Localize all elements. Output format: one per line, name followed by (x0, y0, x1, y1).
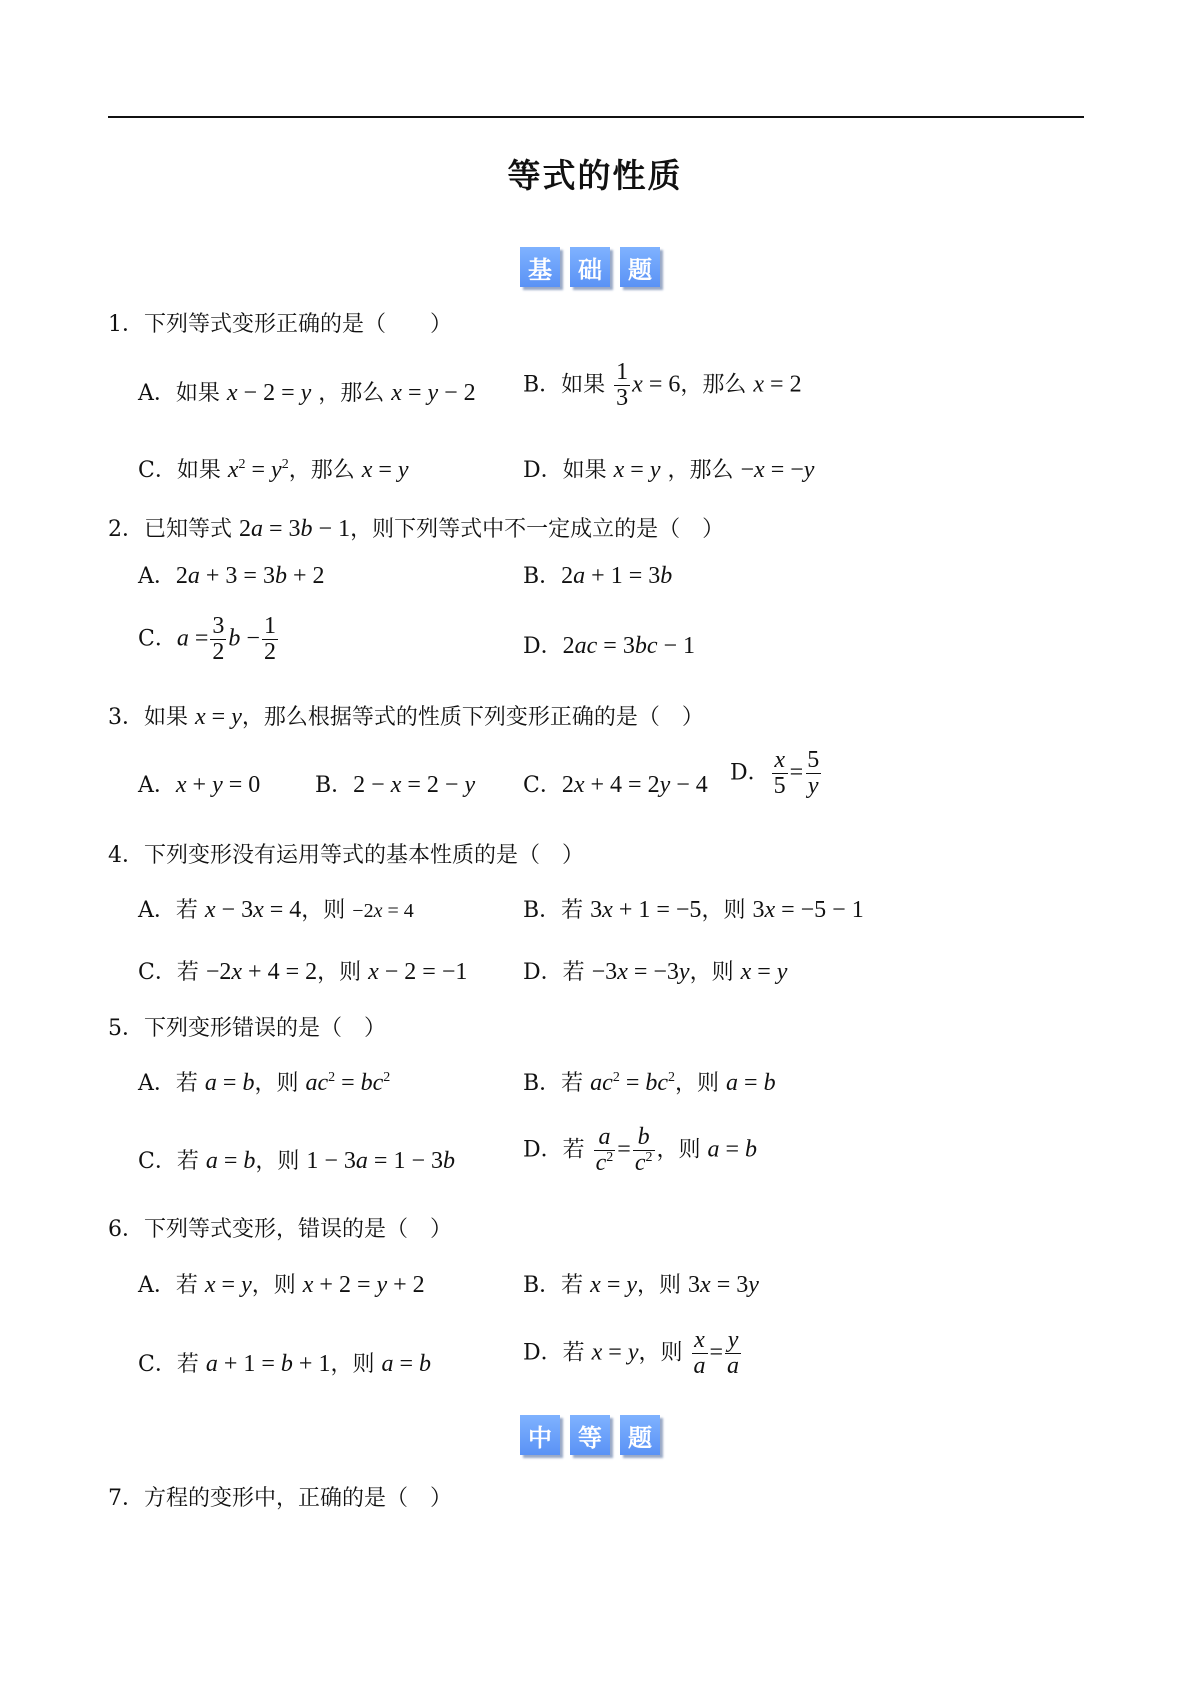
question-6-stem: 6．下列等式变形，错误的是（ ） (108, 1217, 452, 1242)
question-2-option-b: B．2a + 1 = 3b (523, 563, 673, 589)
section-char: 题 (620, 247, 660, 287)
section-char: 等 (570, 1415, 610, 1455)
question-4-option-c: C．若 −2x + 4 = 2，则 x − 2 = −1 (138, 959, 468, 985)
question-3-option-a: A．x + y = 0 (138, 772, 261, 798)
question-2-stem: 2．已知等式 2a = 3b − 1，则下列等式中不一定成立的是（ ） (108, 516, 725, 542)
question-6-option-a: A．若 x = y，则 x + 2 = y + 2 (138, 1272, 425, 1298)
section-char: 基 (520, 247, 560, 287)
question-7-stem: 7．方程的变形中，正确的是（ ） (108, 1486, 452, 1511)
question-1-option-c: C．如果 $x^2 = y^2$，那么 x = y (138, 457, 409, 483)
question-6-option-c: C．若 a + 1 = b + 1，则 a = b (138, 1351, 431, 1377)
question-4-option-d: D．若 −3x = −3y，则 x = y (523, 959, 788, 985)
question-5-option-b: B．若 $ac^2 = bc^2$，则 a = b (523, 1070, 776, 1096)
section-char: 础 (570, 247, 610, 287)
question-5-option-a: A．若 a = b，则 $ac^2 = bc^2$ (138, 1070, 391, 1096)
question-1-option-d: D．如果 x = y ，那么 −x = −y (523, 457, 815, 483)
header-rule (108, 116, 1084, 118)
question-1-option-b: B．如果 $\frac{1}{3}$ x = 6，那么 x = 2 (523, 359, 802, 412)
section-char: 题 (620, 1415, 660, 1455)
section-char: 中 (520, 1415, 560, 1455)
section-basic-badge (520, 247, 660, 287)
question-2-option-d: D．2ac = 3bc − 1 (523, 633, 696, 659)
question-4-option-a: A．若 x − 3x = 4，则 −2x = 4 (138, 897, 414, 923)
question-6-option-b: B．若 x = y，则 3x = 3y (523, 1272, 759, 1298)
question-4-stem: 4．下列变形没有运用等式的基本性质的是（ ） (108, 843, 584, 868)
question-1-stem: 1．下列等式变形正确的是（ ） (108, 312, 452, 337)
question-2-option-a: A．2a + 3 = 3b + 2 (138, 563, 325, 589)
question-6-option-d: D．若 x = y，则 $\frac{x}{a}$ = $\frac{y}{a}$ (523, 1327, 740, 1380)
section-medium-badge (520, 1415, 660, 1455)
question-5-option-d: D．若 $\frac{a}{c^2}$ = $\frac{b}{c^2}$ ，则 a = b (523, 1124, 758, 1177)
question-5-stem: 5．下列变形错误的是（ ） (108, 1016, 386, 1041)
page-title: 等式的性质 (507, 156, 683, 195)
question-3-option-b: B．2 − x = 2 − y (315, 772, 476, 798)
question-3-option-d: D． $\frac{x}{5}$ = $\frac{5}{y}$ (730, 747, 820, 800)
question-3-option-c: C．2x + 4 = 2y − 4 (523, 772, 708, 798)
question-1-option-a: A．如果 x − 2 = y ，那么 x = y − 2 (138, 380, 476, 406)
question-3-stem: 3．如果 x = y，那么根据等式的性质下列变形正确的是（ ） (108, 704, 704, 730)
question-5-option-c: C．若 a = b，则 1 − 3a = 1 − 3b (138, 1148, 455, 1174)
question-4-option-b: B．若 3x + 1 = −5，则 3x = −5 − 1 (523, 897, 864, 923)
question-2-option-c: C．a = $\frac{3}{2}$ b − $\frac{1}{2}$ (138, 613, 276, 666)
